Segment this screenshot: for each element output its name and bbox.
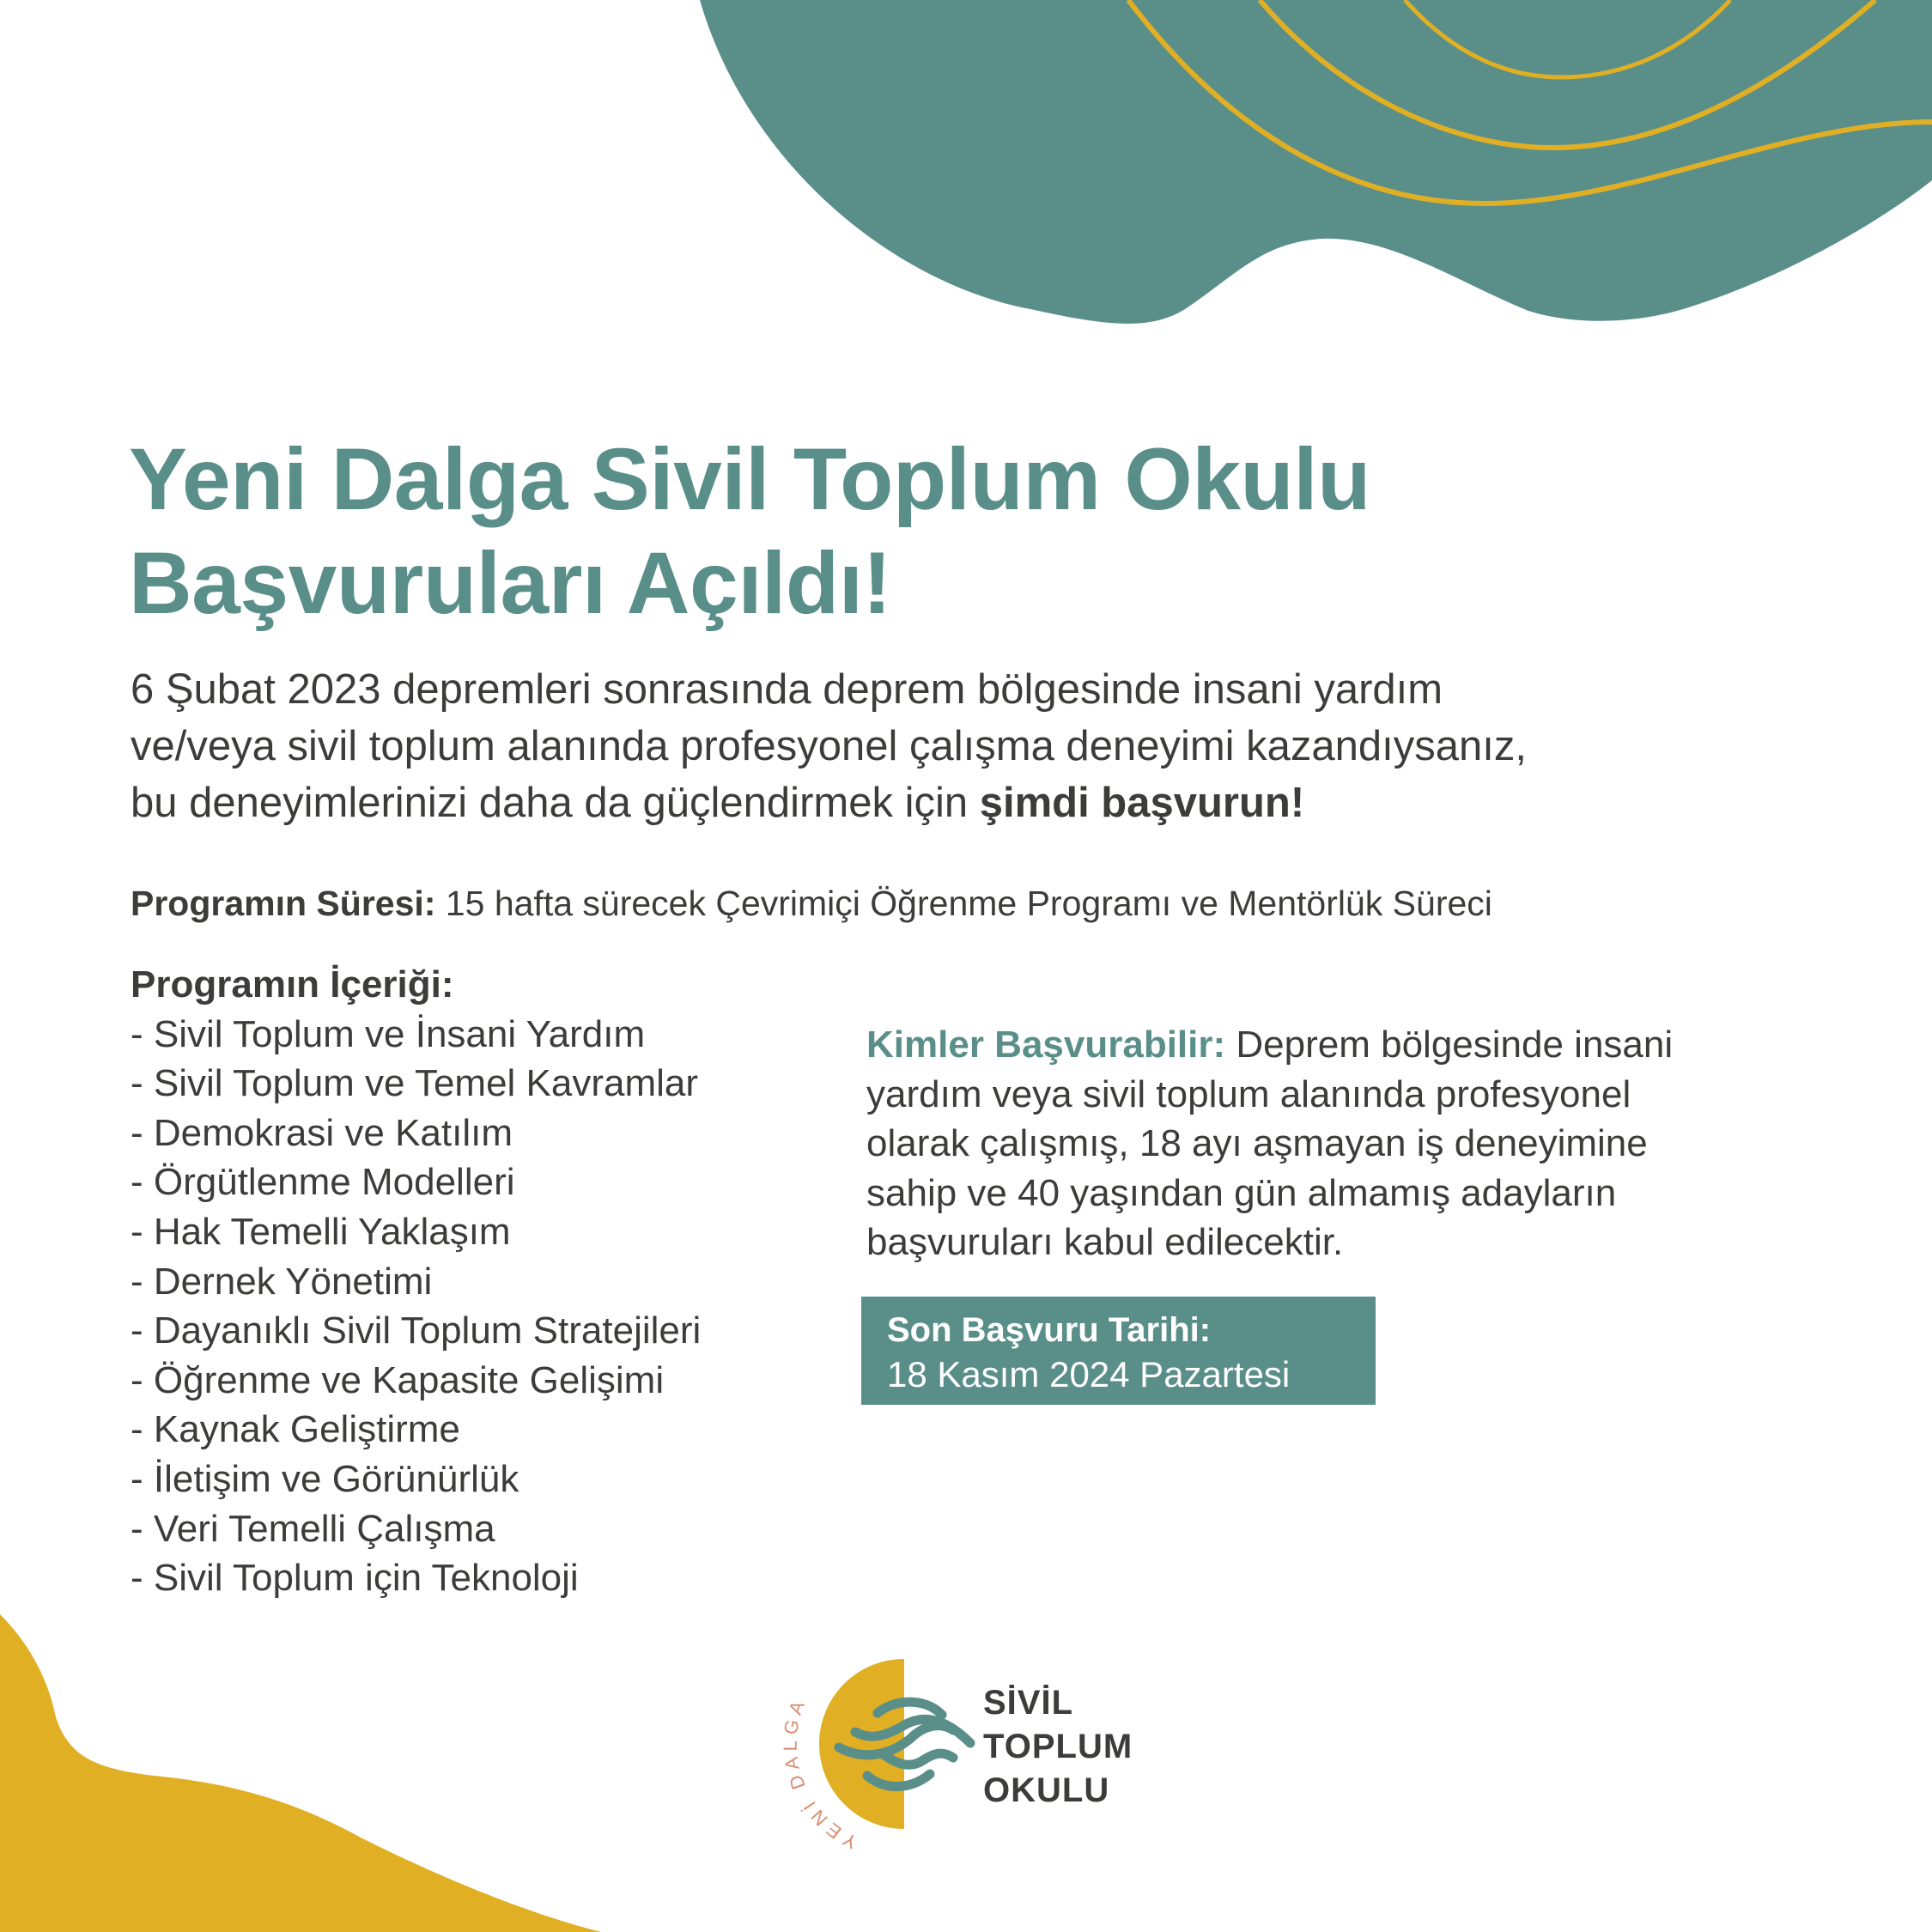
title-line-1: Yeni Dalga Sivil Toplum Okulu	[129, 430, 1370, 528]
content-list	[131, 1010, 701, 1603]
list-item: - Dernek Yönetimi	[131, 1260, 433, 1303]
list-item: - Öğrenme ve Kapasite Gelişimi	[131, 1358, 665, 1401]
intro-paragraph	[131, 661, 1848, 831]
list-item: - Demokrasi ve Katılım	[131, 1111, 513, 1154]
eligibility-line-1-text: Deprem bölgesinde insani	[1225, 1024, 1674, 1066]
logo-arc-text: YENİ DALGA	[779, 1692, 861, 1854]
logo-line-2: TOPLUM	[983, 1728, 1133, 1765]
list-item: - Sivil Toplum için Teknoloji	[131, 1557, 579, 1600]
list-item: - Kaynak Geliştirme	[131, 1408, 460, 1451]
eligibility-paragraph	[866, 1020, 1811, 1267]
eligibility-line-3: olarak çalışmış, 18 ayı aşmayan iş deneyimine	[866, 1122, 1648, 1165]
program-content	[131, 960, 701, 1603]
list-item: - İletişim ve Görünürlük	[131, 1457, 519, 1500]
apply-now-emphasis: şimdi başvurun!	[979, 780, 1305, 826]
yellow-corner-shape	[0, 1614, 601, 1932]
list-item: - Sivil Toplum ve İnsani Yardım	[131, 1012, 646, 1055]
deadline-box	[861, 1297, 1376, 1405]
half-sun-shape	[819, 1659, 904, 1829]
content-heading: Programın İçeriği:	[131, 963, 454, 1005]
duration-value: 15 hafta sürecek Çevrimiçi Öğrenme Programı ve Mentörlük Süreci	[435, 884, 1492, 923]
list-item: - Veri Temelli Çalışma	[131, 1507, 495, 1550]
eligibility-line-1	[866, 1020, 1811, 1070]
eligibility-line-5: başvuruları kabul edilecektir.	[866, 1221, 1344, 1264]
logo-wordmark	[983, 1681, 1133, 1813]
intro-line-2: ve/veya sivil toplum alanında profesyonel çalışma deneyimi kazandıysanız,	[131, 723, 1527, 769]
half-sun-waves-icon	[773, 1631, 996, 1855]
list-item: - Örgütlenme Modelleri	[131, 1161, 515, 1204]
eligibility-label: Kimler Başvurabilir:	[866, 1024, 1226, 1066]
list-item: - Sivil Toplum ve Temel Kavramlar	[131, 1062, 699, 1105]
duration-label: Programın Süresi:	[131, 884, 436, 923]
list-item: - Hak Temelli Yaklaşım	[131, 1210, 511, 1253]
deadline-label: Son Başvuru Tarihi:	[887, 1311, 1212, 1349]
logo-line-3: OKULU	[983, 1771, 1110, 1809]
intro-line-3-text: bu deneyimlerinizi daha da güçlendirmek için	[131, 780, 980, 826]
title-line-2: Başvuruları Açıldı!	[129, 534, 891, 632]
program-duration	[131, 882, 1492, 925]
intro-line-3	[131, 775, 1848, 831]
eligibility-line-2: yardım veya sivil toplum alanında profesyonel	[866, 1072, 1631, 1115]
list-item: - Dayanıklı Sivil Toplum Stratejileri	[131, 1309, 702, 1352]
deadline-date: 18 Kasım 2024 Pazartesi	[887, 1354, 1291, 1394]
intro-line-1: 6 Şubat 2023 depremleri sonrasında deprem bölgesinde insani yardım	[131, 666, 1443, 713]
logo-line-1: SİVİL	[983, 1684, 1074, 1722]
wave-stroke	[882, 1753, 953, 1765]
eligibility-line-4: sahip ve 40 yaşından gün almamış adayların	[866, 1171, 1617, 1214]
page-title	[129, 428, 1370, 635]
